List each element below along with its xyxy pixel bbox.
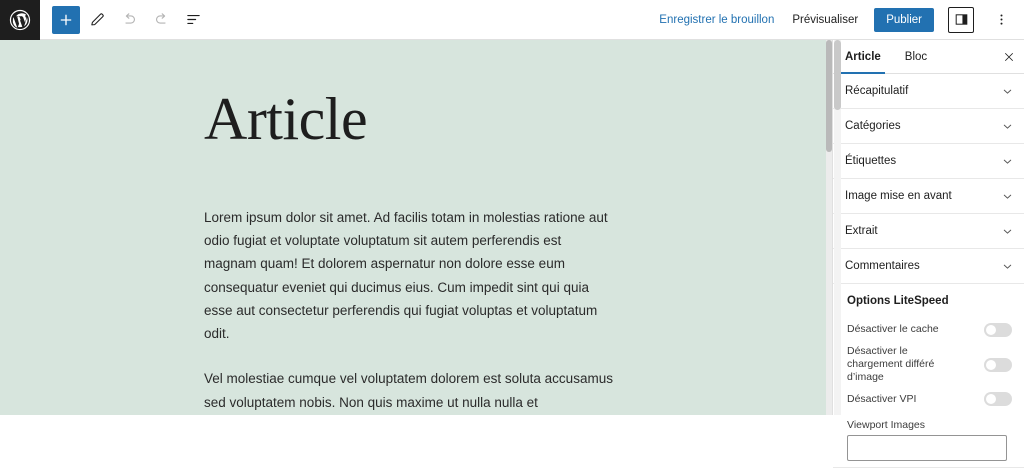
panel-label: Image mise en avant — [845, 190, 952, 202]
panel-label: Catégories — [845, 120, 901, 132]
litespeed-option-row — [833, 342, 1024, 387]
sidebar-scrollbar-thumb[interactable] — [834, 40, 841, 110]
plus-icon — [58, 12, 74, 28]
panel-label: Extrait — [845, 225, 878, 237]
toggle-knob — [986, 394, 996, 404]
litespeed-panel-header[interactable] — [833, 284, 1024, 318]
chevron-down-icon — [1001, 155, 1014, 168]
disable-vpi-label: Désactiver VPI — [847, 392, 917, 405]
litespeed-option-row — [833, 387, 1024, 411]
save-draft-button[interactable]: Enregistrer le brouillon — [657, 10, 776, 30]
viewport-images-input[interactable] — [847, 435, 1007, 461]
chevron-down-icon — [1001, 190, 1014, 203]
close-sidebar-button[interactable] — [994, 40, 1024, 73]
disable-cache-label: Désactiver le cache — [847, 323, 939, 336]
toggle-knob — [986, 360, 996, 370]
pencil-icon — [89, 11, 106, 28]
more-options-button[interactable] — [988, 7, 1014, 33]
settings-sidebar — [832, 40, 1024, 432]
post-title[interactable]: Article — [204, 86, 368, 152]
add-block-button[interactable] — [52, 6, 80, 34]
undo-button[interactable] — [114, 5, 144, 35]
viewport-images-label: Viewport Images — [847, 419, 926, 432]
document-overview-button[interactable] — [178, 5, 208, 35]
list-view-icon — [185, 11, 202, 28]
chevron-down-icon — [1001, 260, 1014, 273]
panel-image-mise-en-avant[interactable] — [833, 179, 1024, 214]
sidebar-scrollbar[interactable] — [834, 40, 841, 415]
tools-button[interactable] — [82, 5, 112, 35]
redo-arrow-icon — [153, 11, 170, 28]
toggle-knob — [986, 325, 996, 335]
wordpress-logo-button[interactable] — [0, 0, 40, 40]
panel-etiquettes[interactable] — [833, 144, 1024, 179]
three-dots-vertical-icon — [994, 12, 1009, 27]
publish-button[interactable]: Publier — [874, 8, 934, 32]
disable-lazy-load-label: Désactiver le chargement différé d’image — [847, 345, 935, 384]
post-content-area — [0, 40, 832, 414]
wordpress-logo-icon — [9, 9, 31, 31]
panel-categories[interactable] — [833, 109, 1024, 144]
sidebar-panel-icon — [954, 12, 969, 27]
disable-vpi-toggle[interactable] — [984, 392, 1012, 406]
tab-bloc[interactable]: Bloc — [893, 40, 939, 73]
chevron-down-icon — [1001, 225, 1014, 238]
redo-button[interactable] — [146, 5, 176, 35]
panel-label: Récapitulatif — [845, 85, 909, 97]
close-x-icon — [1003, 51, 1015, 63]
panel-label: Commentaires — [845, 260, 920, 272]
paragraph-block[interactable]: Lorem ipsum dolor sit amet. Ad facilis totam in molestias ratione aut odio fugiat et voluptate voluptatum sit autem perferendis est magnam quam! Et dolorem aspernatur non dolore esse eum consequatur eveniet qui ducimus eius. Cum impedit sint qui quia esse aut consectetur perferendis qui fugiat voluptas et voluptatum odit. — [204, 210, 608, 342]
settings-sidebar-toggle[interactable] — [948, 7, 974, 33]
editor-toolbar — [0, 0, 1024, 40]
panel-extrait[interactable] — [833, 214, 1024, 249]
panel-label: Étiquettes — [845, 155, 897, 167]
toolbar-right-group — [657, 7, 1024, 33]
panel-options-litespeed — [833, 284, 1024, 468]
editor-canvas[interactable] — [0, 40, 832, 415]
chevron-down-icon — [1001, 120, 1014, 133]
toolbar-left-group — [40, 5, 208, 35]
preview-button[interactable]: Prévisualiser — [790, 10, 860, 30]
disable-lazy-load-toggle[interactable] — [984, 358, 1012, 372]
litespeed-option-row — [833, 318, 1024, 342]
panel-commentaires[interactable] — [833, 249, 1024, 284]
undo-arrow-icon — [121, 11, 138, 28]
tab-article[interactable]: Article — [833, 40, 893, 73]
sidebar-tabs — [833, 40, 1024, 74]
chevron-down-icon — [1001, 85, 1014, 98]
panel-recapitulatif[interactable] — [833, 74, 1024, 109]
paragraph-block[interactable]: Vel molestiae cumque vel voluptatem dolorem est soluta accusamus sed voluptatem nobis. Non quis maxime ut nulla nulla et — [204, 371, 613, 410]
disable-cache-toggle[interactable] — [984, 323, 1012, 337]
litespeed-panel-title: Options LiteSpeed — [847, 295, 949, 307]
